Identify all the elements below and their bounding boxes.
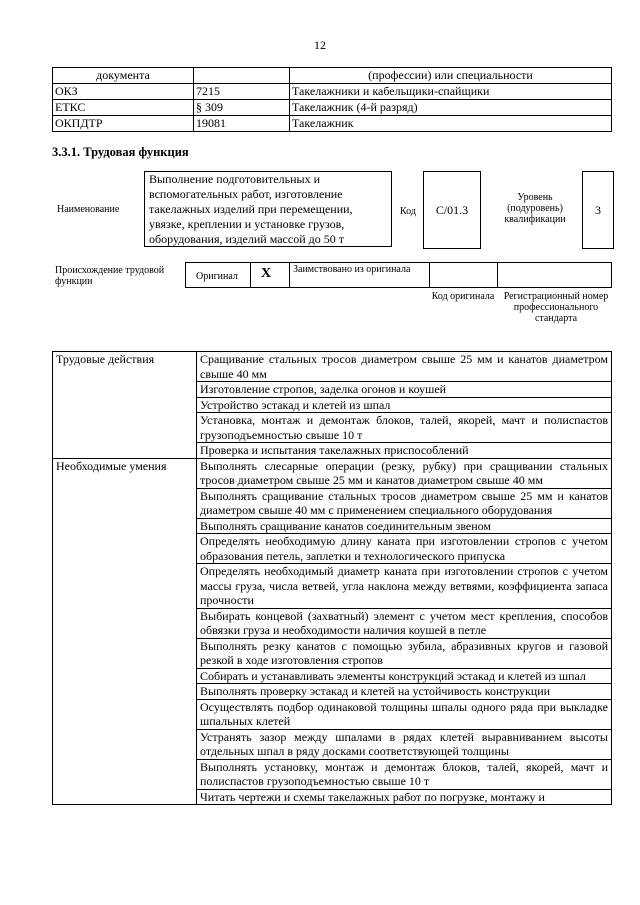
- function-code: С/01.3: [423, 171, 481, 249]
- table-cell: Установка, монтаж и демонтаж блоков, талей, якорей, мачт и полиспастов грузоподъемностью свыше 10 т: [197, 413, 612, 443]
- table-cell: 7215: [194, 84, 290, 100]
- table-cell: Устройство эстакад и клетей из шпал: [197, 397, 612, 413]
- code-label: Код: [400, 206, 416, 217]
- table-cell: Выполнять резку канатов с помощью зубила, абразивных кругов и газовой резкой в ходе изготовления стропов: [197, 638, 612, 668]
- divider: [250, 262, 251, 288]
- table-cell: Выбирать концевой (захватный) элемент с учетом мест крепления, способов обвязки груза и необходимости наличия коушей в петле: [197, 608, 612, 638]
- table-cell: [194, 68, 290, 84]
- table-cell: Читать чертежи и схемы такелажных работ по погрузке, монтажу и: [197, 789, 612, 805]
- table-cell: Такелажник (4-й разряд): [290, 100, 612, 116]
- table-cell: Выполнять установку, монтаж и демонтаж блоков, талей, якорей, мачт и полиспастов грузоподъемностью свыше 10 т: [197, 759, 612, 789]
- original-mark: X: [261, 266, 272, 281]
- divider: [497, 262, 498, 288]
- table-cell: Выполнять сращивание стальных тросов диаметром свыше 25 мм и канатов диаметром свыше 40 мм с применением специального оборудования: [197, 488, 612, 518]
- table-cell: документа: [53, 68, 194, 84]
- table-cell: Выполнять сращивание канатов соединительным звеном: [197, 518, 612, 534]
- level-label: Уровень (подуровень) квалификации: [504, 192, 566, 225]
- table-row: [53, 84, 612, 100]
- classification-table: [52, 67, 612, 132]
- section-title: 3.3.1. Трудовая функция: [52, 145, 189, 159]
- table-row: [53, 100, 612, 116]
- page-number: 12: [314, 38, 326, 52]
- table-cell: 19081: [194, 116, 290, 132]
- table-cell: Устранять зазор между шпалами в рядах клетей выравниванием высоты отдельных шпал в ряду досками соответствующей толщины: [197, 729, 612, 759]
- function-details-table: [52, 351, 612, 805]
- table-cell: Сращивание стальных тросов диаметром свыше 25 мм и канатов диаметром свыше 40 мм: [197, 352, 612, 382]
- level-value: 3: [582, 171, 614, 249]
- table-cell: Проверка и испытания такелажных приспособлений: [197, 443, 612, 459]
- table-cell: Такелажник: [290, 116, 612, 132]
- code-original-caption: Код оригинала: [431, 291, 495, 302]
- table-cell: Выполнять проверку эстакад и клетей на устойчивость конструкции: [197, 684, 612, 700]
- divider: [289, 262, 290, 288]
- divider: [429, 262, 430, 288]
- table-cell: Осуществлять подбор одинаковой толщины шпалы одного ряда при выкладке шпальных клетей: [197, 699, 612, 729]
- table-row: [53, 116, 612, 132]
- table-cell: Изготовление стропов, заделка огонов и коушей: [197, 382, 612, 398]
- labor-actions-label: Трудовые действия: [53, 352, 197, 459]
- table-cell: Определять необходимую длину каната при изготовлении стропов с учетом образования петель, заплетки и технологического припуска: [197, 534, 612, 564]
- table-cell: Собирать и устанавливать элементы конструкций эстакад и клетей из шпал: [197, 668, 612, 684]
- origin-label: Происхождение трудовой функции: [55, 265, 165, 287]
- table-cell: Определять необходимый диаметр каната при изготовлении стропов с учетом массы груза, числа ветвей, угла наклона между ветвями, коэффициента запаса прочности: [197, 564, 612, 609]
- table-cell: § 309: [194, 100, 290, 116]
- borrowed-label: Заимствовано из оригинала: [293, 264, 411, 275]
- name-label: Наименование: [57, 204, 120, 215]
- table-cell: Выполнять слесарные операции (резку, рубку) при сращивании стальных тросов диаметром свыше 25 мм и канатов диаметром свыше 40 мм: [197, 458, 612, 488]
- table-row: [53, 68, 612, 84]
- table-cell: Такелажники и кабельщики-спайщики: [290, 84, 612, 100]
- function-name: Выполнение подготовительных и вспомогательных работ, изготовление такелажных изделий при перемещении, увязке, креплении и установке грузов, оборудования, изделий массой до 50 т: [144, 171, 392, 247]
- reg-number-caption: Регистрационный номер профессионального стандарта: [503, 291, 609, 324]
- table-cell: ОКПДТР: [53, 116, 194, 132]
- table-row: [53, 352, 612, 382]
- table-cell: ОКЗ: [53, 84, 194, 100]
- original-label: Оригинал: [196, 271, 238, 282]
- table-cell: ЕТКС: [53, 100, 194, 116]
- table-cell: (профессии) или специальности: [290, 68, 612, 84]
- table-row: [53, 458, 612, 488]
- skills-label: Необходимые умения: [53, 458, 197, 805]
